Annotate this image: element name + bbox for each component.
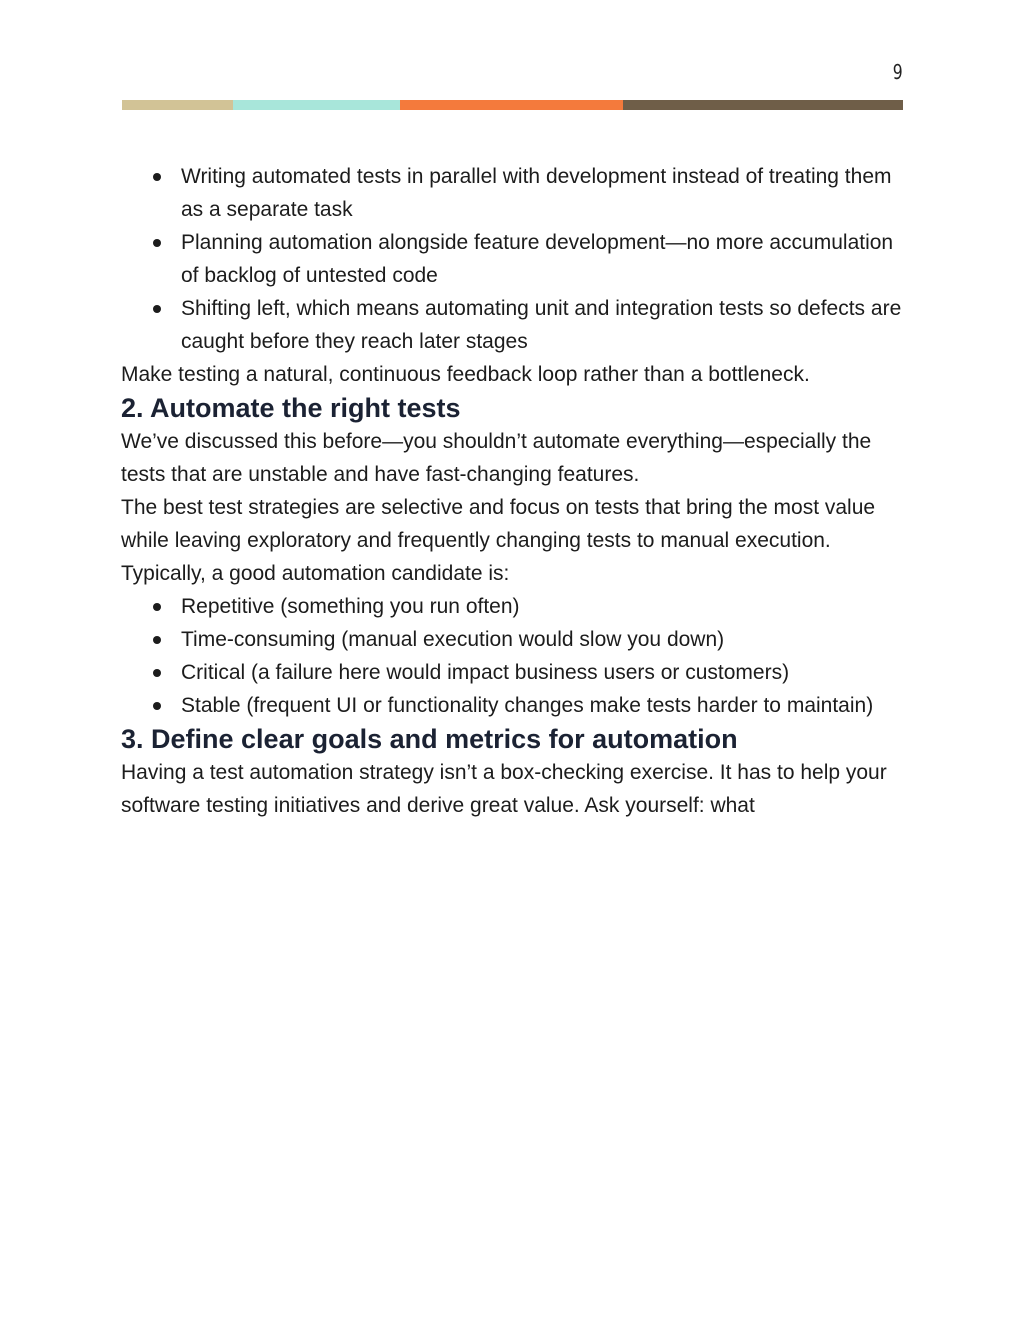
bullet-icon — [153, 636, 161, 644]
list-item-text: Writing automated tests in parallel with development instead of treating them as a separate task — [181, 165, 892, 221]
section-2-heading: 2. Automate the right tests — [121, 393, 461, 423]
list-item — [121, 590, 906, 623]
document-body — [121, 160, 906, 822]
intro-closing-paragraph: Make testing a natural, continuous feedback loop rather than a bottleneck. — [121, 363, 810, 386]
bullet-icon — [153, 239, 161, 247]
page-number: 9 — [893, 60, 903, 84]
list-item — [121, 292, 906, 358]
color-bar-segment — [400, 100, 623, 110]
list-item-text: Planning automation alongside feature development—no more accumulation of backlog of untested code — [181, 231, 894, 287]
bullet-icon — [153, 305, 161, 313]
list-item — [121, 226, 906, 292]
color-bar-segment — [233, 100, 400, 110]
list-item-text: Critical (a failure here would impact business users or customers) — [181, 661, 790, 684]
color-bar-segment — [623, 100, 903, 110]
list-item-text: Shifting left, which means automating unit and integration tests so defects are caught before they reach later stages — [181, 297, 902, 353]
section-3-paragraph-1: Having a test automation strategy isn’t a box-checking exercise. It has to help your software testing initiatives and derive great value. Ask yourself: what — [121, 761, 887, 817]
bullet-icon — [153, 702, 161, 710]
automation-candidate-list — [121, 590, 906, 722]
list-item — [121, 689, 906, 722]
list-item-text: Repetitive (something you run often) — [181, 595, 520, 618]
list-item-text: Stable (frequent UI or functionality changes make tests harder to maintain) — [181, 694, 874, 717]
section-2-paragraph-3: Typically, a good automation candidate is: — [121, 562, 510, 585]
list-item — [121, 160, 906, 226]
intro-bullet-list — [121, 160, 906, 358]
list-item — [121, 623, 906, 656]
bullet-icon — [153, 603, 161, 611]
section-3-heading: 3. Define clear goals and metrics for automation — [121, 724, 738, 754]
section-2-paragraph-2: The best test strategies are selective and focus on tests that bring the most value while leaving exploratory and frequently changing tests to manual execution. — [121, 496, 876, 552]
bullet-icon — [153, 173, 161, 181]
bullet-icon — [153, 669, 161, 677]
color-bar-segment — [122, 100, 233, 110]
list-item — [121, 656, 906, 689]
list-item-text: Time-consuming (manual execution would slow you down) — [181, 628, 725, 651]
header-color-bar — [122, 100, 903, 110]
section-2-paragraph-1: We’ve discussed this before—you shouldn’t automate everything—especially the tests that are unstable and have fast-changing features. — [121, 430, 872, 486]
